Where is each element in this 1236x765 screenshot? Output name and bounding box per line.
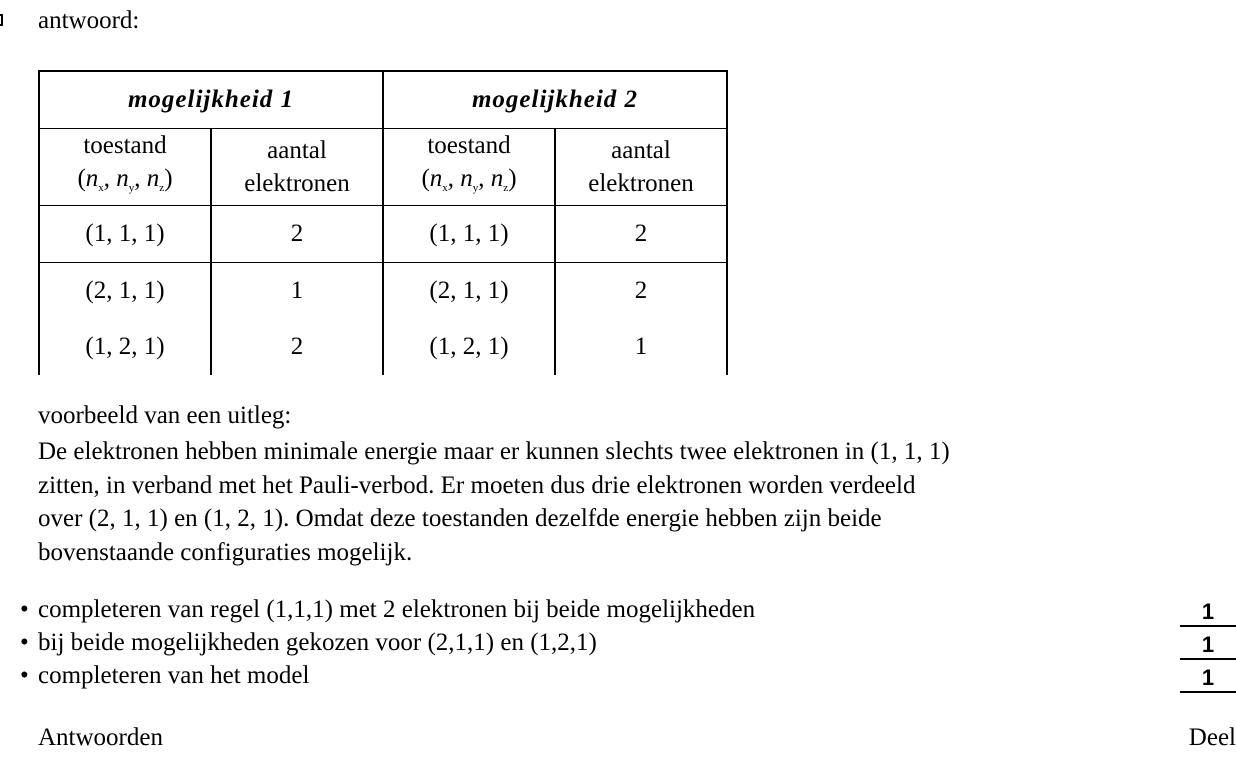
criterion-points: 1 [1180, 631, 1236, 660]
table-group-header-row [39, 71, 727, 129]
state-label: toestand [83, 132, 167, 159]
count-label: aantal [267, 137, 327, 164]
state-cell: (2, 1, 1) [39, 263, 211, 320]
group-header-2: mogelijkheid 2 [383, 71, 727, 129]
state-tuple-label: ($n_x$, $n_y$, $n_z$) [77, 165, 173, 194]
state-header-1 [39, 129, 211, 206]
table-row [39, 319, 727, 375]
state-cell: (2, 1, 1) [383, 263, 555, 320]
count-cell: 1 [211, 263, 383, 320]
state-header-2 [383, 129, 555, 206]
criterion-item [20, 662, 1236, 695]
checkbox-marker [0, 14, 3, 26]
count-header-1 [211, 129, 383, 206]
state-cell: (1, 2, 1) [383, 319, 555, 375]
criterion-points: 1 [1180, 664, 1236, 693]
intro-label: antwoord: [38, 7, 140, 34]
state-cell: (1, 1, 1) [383, 206, 555, 263]
explanation-title: voorbeeld van een uitleg: [38, 402, 292, 429]
explanation-line: zitten, in verband met het Pauli-verbod. Er moeten dus drie elektronen worden verdeeld [38, 471, 916, 499]
criterion-item [20, 596, 1236, 629]
bullet-icon: • [20, 629, 29, 656]
criterion-points: 1 [1180, 598, 1236, 627]
bullet-icon: • [20, 662, 29, 689]
answer-table [38, 70, 728, 375]
table-row [39, 263, 727, 320]
explanation-line: De elektronen hebben minimale energie maar er kunnen slechts twee elektronen in (1, 1, 1) [38, 438, 950, 465]
state-tuple-label: ($n_x$, $n_y$, $n_z$) [421, 165, 517, 194]
count-label: aantal [611, 137, 671, 164]
bullet-icon: • [20, 596, 29, 623]
count-header-2 [555, 129, 727, 206]
count-cell: 2 [555, 206, 727, 263]
count-label-unit: elektronen [588, 170, 694, 197]
count-cell: 2 [211, 319, 383, 375]
group-header-1: mogelijkheid 1 [39, 71, 383, 129]
criterion-text: bij beide mogelijkheden gekozen voor (2,1,1) en (1,2,1) [38, 629, 597, 656]
explanation-line: over (2, 1, 1) en (1, 2, 1). Omdat deze toestanden dezelfde energie hebben zijn beide [38, 505, 882, 532]
state-cell: (1, 2, 1) [39, 319, 211, 375]
count-cell: 1 [555, 319, 727, 375]
criterion-item [20, 629, 1236, 662]
criterion-text: completeren van het model [38, 662, 310, 689]
count-cell: 2 [555, 263, 727, 320]
table-row [39, 206, 727, 263]
count-label-unit: elektronen [244, 170, 350, 197]
state-cell: (1, 1, 1) [39, 206, 211, 263]
explanation-text [38, 435, 1168, 569]
table-column-header-row [39, 129, 727, 206]
criterion-text: completeren van regel (1,1,1) met 2 elektronen bij beide mogelijkheden [38, 596, 756, 623]
footer-left-label: Antwoorden [38, 724, 163, 751]
footer-right-label: Deel [1188, 724, 1236, 751]
count-cell: 2 [211, 206, 383, 263]
state-label: toestand [427, 132, 511, 159]
explanation-line: bovenstaande configuraties mogelijk. [38, 538, 413, 566]
